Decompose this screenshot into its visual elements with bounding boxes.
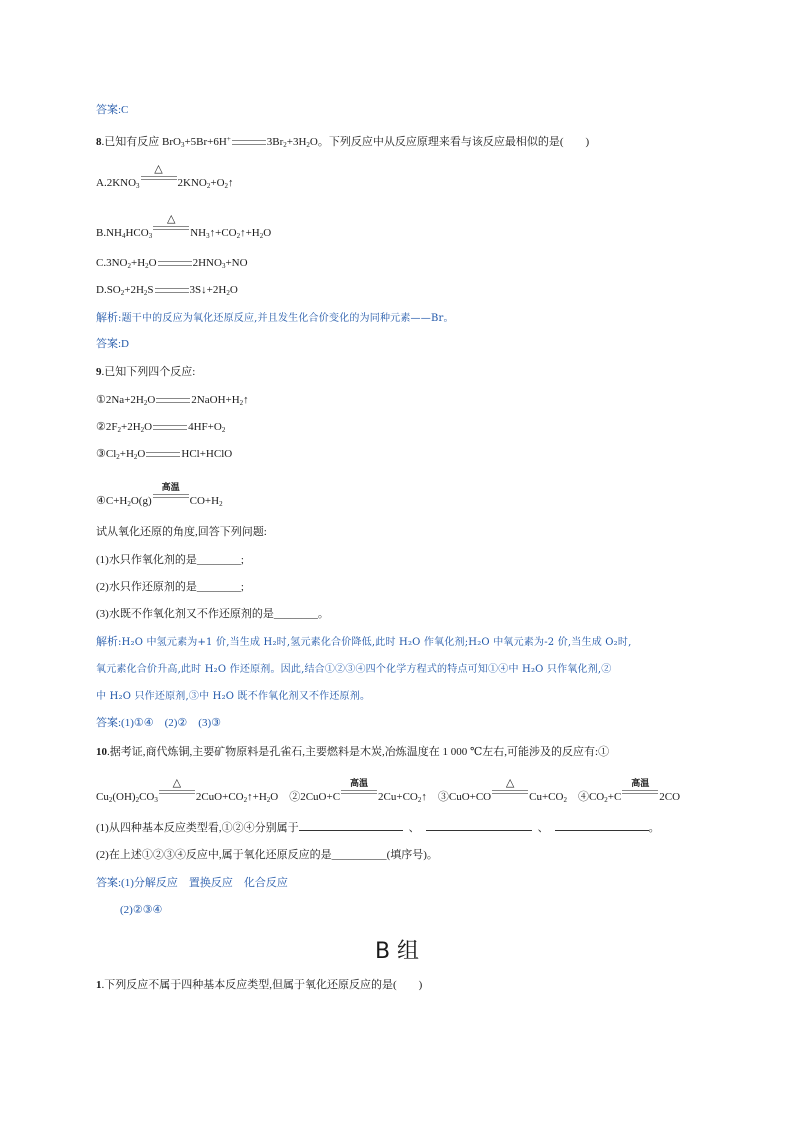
option-text: C.3NO [96, 257, 128, 269]
q10-stem-text: .据考证,商代炼铜,主要矿物原料是孔雀石,主要燃料是木炭,冶炼温度在 1 000 ℃左右,可能涉及的反应有:① [107, 746, 610, 758]
q10-sub-1 [96, 820, 660, 835]
q8-stem: 8.已知有反应 BrO$_3$+5Br+6H+ $3Br_2+3H_2O$。下列反应中从反应原理来看与该反应最相似的是( ) [96, 135, 590, 149]
q9-sub-3 [96, 607, 329, 621]
explanation-text: :题干中的反应为氧化还原反应,并且发生化合价变化的为同种元素——Br。 [118, 313, 454, 324]
q8-stem-part: 3Br [266, 136, 284, 148]
q8-stem-part: +3H [286, 136, 307, 148]
reaction-text: CO [139, 791, 155, 803]
reaction-text: ③Cl [96, 448, 117, 460]
reaction-text: CO+H [189, 495, 220, 507]
option-text: S [147, 284, 154, 296]
reaction-text: +H [119, 448, 134, 460]
reaction-text: ↑ ③CuO+CO [421, 791, 492, 803]
q8-answer [96, 337, 129, 351]
heat-symbol: △ [166, 213, 176, 225]
period: 。 [648, 822, 660, 834]
q8-option-b: $B.NH_4HCO_3$ △ $NH_3↑+CO_2↑+H_2O$ [96, 213, 272, 240]
heat-symbol: △ [154, 163, 163, 175]
q10-stem [96, 745, 609, 759]
reaction-text: +C [607, 791, 622, 803]
option-text: +NO [225, 257, 248, 269]
option-text: O [229, 284, 238, 296]
heat-symbol: △ [505, 777, 515, 789]
answer-text: :(1)①④ (2)② (3)③ [118, 717, 221, 729]
option-text: ↑+CO [209, 227, 237, 239]
reaction-text: HCl+HClO [181, 448, 233, 460]
q8-stem-part: .已知有反应 BrO [101, 136, 181, 148]
equals-sign [153, 425, 187, 430]
reaction-text: ①2Na+2H [96, 394, 144, 406]
q9-sub-1 [96, 553, 244, 567]
reaction-text: 2NaOH+H [191, 394, 240, 406]
option-text: 3S↓+2H [189, 284, 227, 296]
q9-prompt-text: 试从氧化还原的角度,回答下列问题: [96, 526, 267, 538]
option-text: +2H [124, 284, 144, 296]
q9-stem [96, 365, 195, 379]
explanation-text: :H₂O 中氢元素为+1 价,当生成 H₂时,氢元素化合价降低,此时 H₂O 作氧化剂;H₂O 中氧元素为-2 价,当生成 O₂时, [118, 637, 632, 648]
section-heading: B 组 [374, 939, 420, 964]
explanation-text: 氧元素化合价升高,此时 H₂O 作还原剂。因此,结合①②③④四个化学方程式的特点可知①④中 H₂O 只作氧化剂,② [96, 664, 612, 675]
reaction-text: O [144, 421, 153, 433]
high-temp-label: 高温 [631, 778, 650, 788]
question-number: 9 [96, 366, 102, 378]
option-text: D.SO [96, 284, 121, 296]
q9-explanation-3 [96, 689, 370, 704]
q8-option-a: $A.2KNO_3$ △ $2KNO_2+O_2↑$ [96, 163, 234, 190]
equals-sign [158, 261, 192, 266]
q10-answer-1 [96, 876, 288, 890]
subquestion-text: (1)从四种基本反应类型看,①②④分别属于 [96, 822, 299, 834]
reaction-arrow-heat [491, 777, 529, 800]
option-text: NH [190, 227, 207, 239]
reaction-text: ↑ [243, 394, 249, 406]
reaction-arrow-heat [152, 213, 190, 236]
subquestion-text: (1)水只作氧化剂的是________; [96, 554, 244, 566]
option-text: ↑+H [240, 227, 260, 239]
q9-answer [96, 716, 221, 730]
equals-sign [146, 452, 180, 457]
reaction-text: ②2F [96, 421, 118, 433]
separator: 、 [408, 822, 420, 834]
equals-sign [232, 140, 266, 145]
q8-stem-part: +5Br+6H [184, 136, 227, 148]
answer-label: 答案 [96, 877, 118, 889]
reaction-text: 2CuO+CO [195, 791, 244, 803]
option-text: HCO [125, 227, 149, 239]
answer-text: :C [118, 104, 129, 116]
answer-label: 答案 [96, 104, 118, 116]
question-number: 10 [96, 746, 107, 758]
reaction-text: 2CO [659, 791, 681, 803]
q9-explanation-1 [96, 635, 631, 650]
option-text: 2KNO [177, 177, 207, 189]
q7-answer-line [96, 103, 128, 117]
reaction-text: Cu+CO [529, 791, 564, 803]
high-temp-label: 高温 [161, 482, 180, 492]
reaction-text: (OH) [112, 791, 136, 803]
reaction-arrow-high-temp [340, 778, 378, 800]
separator: 、 [537, 822, 549, 834]
q9-reaction-3: $③Cl_2+H_2O$ HCl+HClO [96, 448, 233, 461]
q8-option-d: $D.SO_2+2H_2S$ $3S↓+2H_2O$ [96, 284, 238, 297]
reaction-text: Cu [96, 791, 109, 803]
equals-sign [155, 288, 189, 293]
high-temp-label: 高温 [350, 778, 369, 788]
reaction-text: 4HF+O [188, 421, 222, 433]
subquestion-text: (3)水既不作氧化剂又不作还原剂的是________。 [96, 608, 329, 620]
q9-reaction-4: $④C+H_2O(g)$ 高温 $CO+H_2$ [96, 482, 223, 508]
equals-sign [156, 398, 190, 403]
answer-blank[interactable] [426, 820, 532, 831]
answer-text: :D [118, 338, 129, 350]
reaction-text: O [137, 448, 146, 460]
reaction-arrow-heat [140, 163, 178, 186]
answer-blank[interactable] [299, 820, 403, 831]
option-text: A.2KNO [96, 177, 137, 189]
reaction-text: O ②2CuO+C [270, 791, 341, 803]
answer-label: 答案 [96, 717, 118, 729]
q10-reactions: $Cu_2(OH)_2CO_3$ △ $2CuO+CO_2↑+H_2O$ ②2CuO+C 高温 $2Cu+CO_2↑$ ③CuO+CO △ $Cu+CO_2$ $④CO_2+C$ 高温 2CO [96, 777, 681, 804]
q10-sub-2 [96, 848, 438, 862]
reaction-text: 2Cu+CO [378, 791, 418, 803]
reaction-arrow-high-temp [621, 778, 659, 800]
q8-stem-part: O。下列反应中从反应原理来看与该反应最相似的是( ) [309, 136, 590, 148]
reaction-text: O(g) [130, 495, 152, 507]
reaction-arrow-high-temp [152, 482, 190, 504]
subquestion-text: (2)水只作还原剂的是________; [96, 581, 244, 593]
reaction-text: +2H [120, 421, 141, 433]
b1-stem-text: .下列反应不属于四种基本反应类型,但属于氧化还原反应的是( ) [101, 979, 423, 991]
q10-answer-2 [120, 903, 162, 917]
q9-reaction-2: $②2F_2+2H_2O$ $4HF+O_2$ [96, 421, 226, 434]
explanation-text: 中 H₂O 只作还原剂,③中 H₂O 既不作氧化剂又不作还原剂。 [96, 691, 371, 702]
q9-reaction-1: $①2Na+2H_2O$ $2NaOH+H_2↑$ [96, 394, 249, 407]
subquestion-text: (2)在上述①②③④反应中,属于氧化还原反应的是__________(填序号)。 [96, 849, 438, 861]
question-number: 8 [96, 136, 102, 148]
option-text: B.NH [96, 227, 122, 239]
answer-label: 答案 [96, 338, 118, 350]
reaction-text: ↑+H [247, 791, 267, 803]
option-text: +H [130, 257, 146, 269]
explanation-label: 解析 [96, 312, 118, 324]
reaction-text: O [147, 394, 156, 406]
option-text: 2HNO [192, 257, 222, 269]
q8-explanation [96, 311, 454, 326]
reaction-text: ④C+H [96, 495, 128, 507]
q9-sub-2 [96, 580, 244, 594]
reaction-text: ④CO [566, 791, 605, 803]
heat-symbol: △ [172, 777, 182, 789]
question-number: 1 [96, 979, 102, 991]
answer-blank[interactable] [555, 820, 649, 831]
reaction-arrow-heat [158, 777, 196, 800]
b1-stem [96, 978, 422, 992]
explanation-label: 解析 [96, 636, 118, 648]
option-text: O [148, 257, 157, 269]
q8-option-c: $C.3NO_2+H_2O$ $2HNO_3+NO$ [96, 257, 248, 270]
q9-explanation-2 [96, 662, 612, 677]
q9-stem-text: .已知下列四个反应: [101, 366, 196, 378]
q9-prompt [96, 525, 267, 539]
answer-text: (2)②③④ [120, 904, 163, 916]
option-text: +O [210, 177, 225, 189]
answer-text: :(1)分解反应 置换反应 化合反应 [118, 877, 288, 889]
